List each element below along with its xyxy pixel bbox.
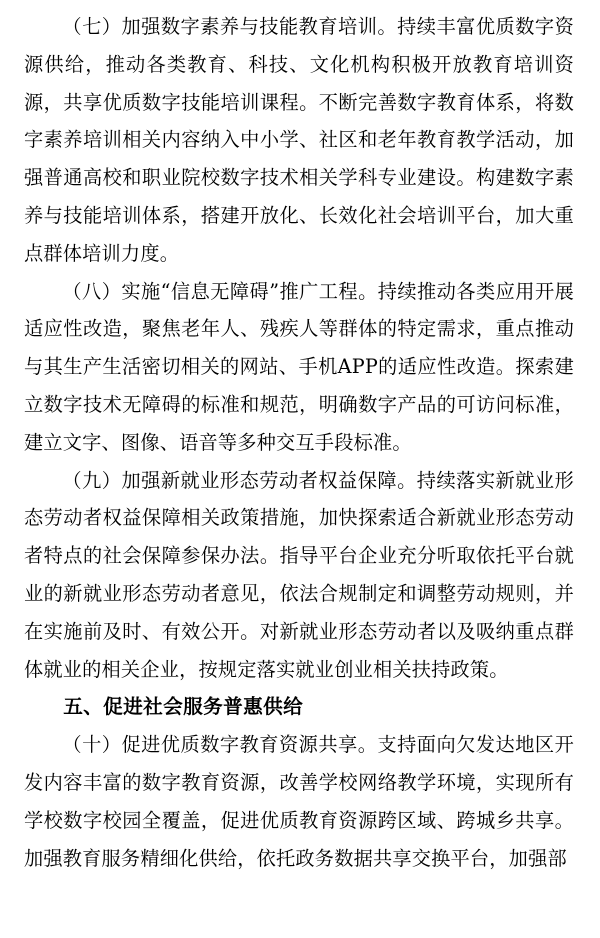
paragraph-item-10: （十）促进优质数字教育资源共享。支持面向欠发达地区开发内容丰富的数字教育资源，改善学校网络教学环境，实现所有学校数字校园全覆盖，促进优质教育资源跨区域、跨城乡共享。加强教育服务精细化供给，依托政务数据共享交换平台，加强部 <box>24 733 574 870</box>
section-heading-five: 五、促进社会服务普惠供给 <box>63 695 304 719</box>
paragraph-item-7: （七）加强数字素养与技能教育培训。持续丰富优质数字资源供给，推动各类教育、科技、文化机构积极开放教育培训资源，共享优质数字技能培训课程。不断完善数字教育体系，将数字素养培训相关内容纳入中小学、社区和老年教育教学活动，加强普通高校和职业院校数字技术相关学科专业建设。构建数字素养与技能培训体系，搭建开放化、长效化社会培训平台，加大重点群体培训力度。 <box>24 15 574 265</box>
paragraph-item-9: （九）加强新就业形态劳动者权益保障。持续落实新就业形态劳动者权益保障相关政策措施，加快探索适合新就业形态劳动者特点的社会保障参保办法。指导平台企业充分听取依托平台就业的新就业形态劳动者意见，依法合规制定和调整劳动规则，并在实施前及时、有效公开。对新就业形态劳动者以及吸纳重点群体就业的相关企业，按规定落实就业创业相关扶持政策。 <box>24 468 574 681</box>
paragraph-item-8: （八）实施“信息无障碍”推广工程。持续推动各类应用开展适应性改造，聚焦老年人、残疾人等群体的特定需求，重点推动与其生产生活密切相关的网站、手机APP的适应性改造。探索建立数字技术无障碍的标准和规范，明确数字产品的可访问标准，建立文字、图像、语音等多种交互手段标准。 <box>24 279 574 454</box>
